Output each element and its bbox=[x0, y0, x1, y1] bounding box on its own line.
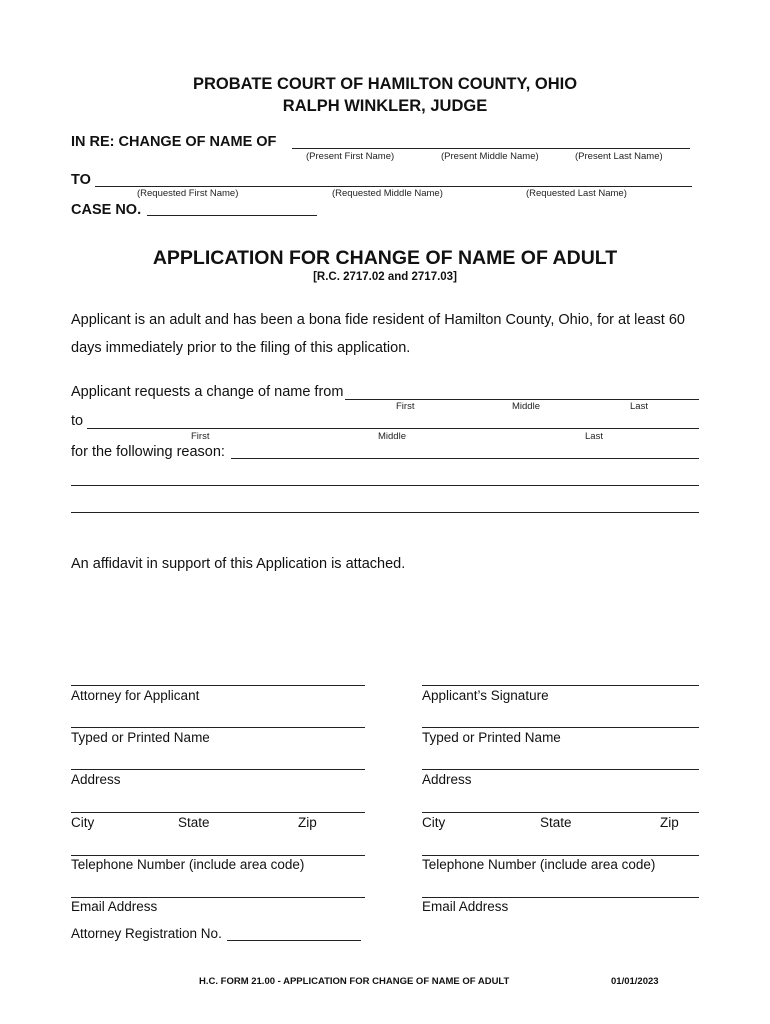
affidavit-statement: An affidavit in support of this Application is attached. bbox=[71, 556, 406, 572]
footer-form-name: H.C. FORM 21.00 - APPLICATION FOR CHANGE OF NAME OF ADULT bbox=[199, 976, 510, 987]
requested-last-caption: (Requested Last Name) bbox=[526, 188, 627, 199]
statute-reference: [R.C. 2717.02 and 2717.03] bbox=[313, 271, 457, 283]
residency-statement-line2: days immediately prior to the filing of this application. bbox=[71, 340, 411, 356]
court-name: PROBATE COURT OF HAMILTON COUNTY, OHIO bbox=[192, 75, 578, 93]
attorney-address-label: Address bbox=[71, 772, 121, 787]
residency-statement-line1: Applicant is an adult and has been a bona fide resident of Hamilton County, Ohio, for at least 60 bbox=[71, 312, 685, 328]
applicant-address-field[interactable] bbox=[422, 769, 699, 770]
footer-date: 01/01/2023 bbox=[611, 976, 659, 987]
attorney-name-label: Typed or Printed Name bbox=[71, 730, 210, 745]
to-middle-caption: Middle bbox=[378, 431, 406, 442]
applicant-signature-label: Applicant’s Signature bbox=[422, 688, 549, 703]
present-first-caption: (Present First Name) bbox=[306, 151, 395, 162]
present-name-field[interactable] bbox=[292, 148, 690, 149]
attorney-email-label: Email Address bbox=[71, 899, 158, 914]
in-re-label: IN RE: CHANGE OF NAME OF bbox=[71, 134, 277, 150]
attorney-signature-field[interactable] bbox=[71, 685, 365, 686]
applicant-phone-label: Telephone Number (include area code) bbox=[422, 857, 656, 872]
current-name-field[interactable] bbox=[345, 399, 699, 400]
to-last-caption: Last bbox=[585, 431, 603, 442]
applicant-name-field[interactable] bbox=[422, 727, 699, 728]
attorney-city-label: City bbox=[71, 815, 95, 830]
reason-label: for the following reason: bbox=[71, 444, 225, 460]
reason-field-line1[interactable] bbox=[231, 458, 699, 459]
applicant-signature-field[interactable] bbox=[422, 685, 699, 686]
new-name-field[interactable] bbox=[87, 428, 699, 429]
reason-field-line3[interactable] bbox=[71, 512, 699, 513]
applicant-city-label: City bbox=[422, 815, 446, 830]
present-middle-caption: (Present Middle Name) bbox=[441, 151, 539, 162]
from-last-caption: Last bbox=[630, 401, 648, 412]
attorney-city-state-zip-field[interactable] bbox=[71, 812, 365, 813]
request-to-label: to bbox=[71, 413, 84, 429]
attorney-signature-label: Attorney for Applicant bbox=[71, 688, 200, 703]
attorney-state-label: State bbox=[178, 815, 210, 830]
applicant-email-field[interactable] bbox=[422, 897, 699, 898]
applicant-city-state-zip-field[interactable] bbox=[422, 812, 699, 813]
from-middle-caption: Middle bbox=[512, 401, 540, 412]
attorney-zip-label: Zip bbox=[298, 815, 317, 830]
applicant-state-label: State bbox=[540, 815, 572, 830]
applicant-phone-field[interactable] bbox=[422, 855, 699, 856]
to-label: TO bbox=[71, 172, 91, 188]
attorney-phone-label: Telephone Number (include area code) bbox=[71, 857, 305, 872]
requested-name-field[interactable] bbox=[95, 186, 692, 187]
applicant-email-label: Email Address bbox=[422, 899, 509, 914]
present-last-caption: (Present Last Name) bbox=[575, 151, 663, 162]
to-first-caption: First bbox=[191, 431, 210, 442]
attorney-registration-field[interactable] bbox=[227, 940, 361, 941]
attorney-name-field[interactable] bbox=[71, 727, 365, 728]
applicant-address-label: Address bbox=[422, 772, 472, 787]
attorney-address-field[interactable] bbox=[71, 769, 365, 770]
applicant-name-label: Typed or Printed Name bbox=[422, 730, 561, 745]
case-no-label: CASE NO. bbox=[71, 202, 142, 218]
attorney-registration-label: Attorney Registration No. bbox=[71, 926, 222, 941]
applicant-zip-label: Zip bbox=[660, 815, 679, 830]
form-title: APPLICATION FOR CHANGE OF NAME OF ADULT bbox=[152, 247, 618, 269]
attorney-email-field[interactable] bbox=[71, 897, 365, 898]
case-no-field[interactable] bbox=[147, 215, 317, 216]
requested-middle-caption: (Requested Middle Name) bbox=[332, 188, 443, 199]
reason-field-line2[interactable] bbox=[71, 485, 699, 486]
judge-name: RALPH WINKLER, JUDGE bbox=[282, 97, 488, 115]
attorney-phone-field[interactable] bbox=[71, 855, 365, 856]
request-from-label: Applicant requests a change of name from bbox=[71, 384, 344, 400]
from-first-caption: First bbox=[396, 401, 415, 412]
requested-first-caption: (Requested First Name) bbox=[137, 188, 239, 199]
